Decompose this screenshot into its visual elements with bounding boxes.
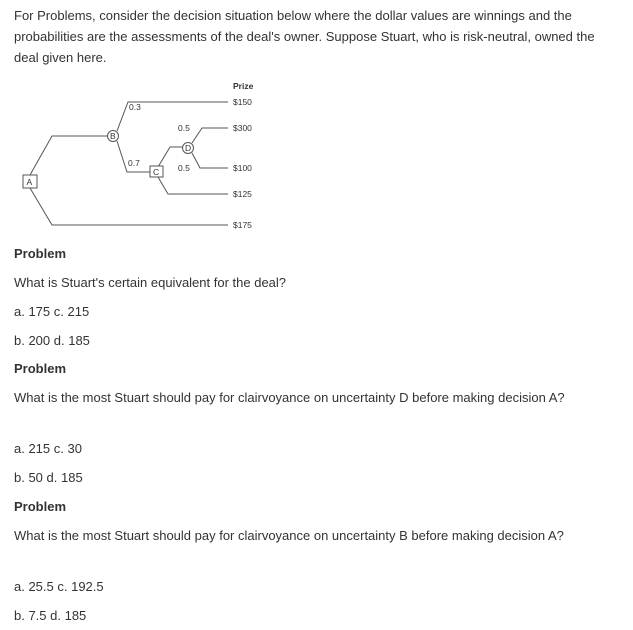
answer-options: b. 50 d. 185 bbox=[14, 470, 83, 485]
prob-b-up: 0.3 bbox=[129, 102, 141, 112]
decision-tree-diagram bbox=[0, 0, 633, 250]
svg-text:C: C bbox=[153, 167, 160, 177]
answer-options: b. 200 d. 185 bbox=[14, 333, 90, 348]
prob-d-down: 0.5 bbox=[178, 163, 190, 173]
problem-heading: Problem bbox=[14, 246, 67, 261]
prize-header: Prize bbox=[233, 81, 254, 91]
problem-heading: Problem bbox=[14, 499, 67, 514]
answer-options: a. 175 c. 215 bbox=[14, 304, 90, 319]
decision-node-c bbox=[150, 166, 163, 177]
problem-question: What is the most Stuart should pay for clairvoyance on uncertainty D before making decision A? bbox=[14, 390, 565, 405]
chance-node-b bbox=[108, 131, 119, 142]
prize-label: $125 bbox=[233, 189, 252, 199]
problem-question: What is Stuart's certain equivalent for the deal? bbox=[14, 275, 287, 290]
svg-text:B: B bbox=[110, 131, 116, 141]
prize-label: $150 bbox=[233, 97, 252, 107]
prob-b-down: 0.7 bbox=[128, 158, 140, 168]
chance-node-d bbox=[183, 143, 194, 154]
svg-text:A: A bbox=[26, 177, 33, 187]
problem-question: What is the most Stuart should pay for clairvoyance on uncertainty B before making decision A? bbox=[14, 528, 564, 543]
intro-text: For Problems, consider the decision situation below where the dollar values are winnings and the probabilities are the assessments of the deal's owner. Suppose Stuart, who is risk-neutral, owned the deal given here. bbox=[14, 8, 595, 65]
answer-options: a. 215 c. 30 bbox=[14, 441, 82, 456]
prob-d-up: 0.5 bbox=[178, 123, 190, 133]
prize-label: $300 bbox=[233, 123, 252, 133]
prize-label: $175 bbox=[233, 220, 252, 230]
decision-node-a bbox=[23, 175, 37, 188]
prize-label: $100 bbox=[233, 163, 252, 173]
problem-heading: Problem bbox=[14, 361, 67, 376]
answer-options: a. 25.5 c. 192.5 bbox=[14, 579, 104, 594]
answer-options: b. 7.5 d. 185 bbox=[14, 608, 87, 623]
svg-text:D: D bbox=[185, 143, 192, 153]
